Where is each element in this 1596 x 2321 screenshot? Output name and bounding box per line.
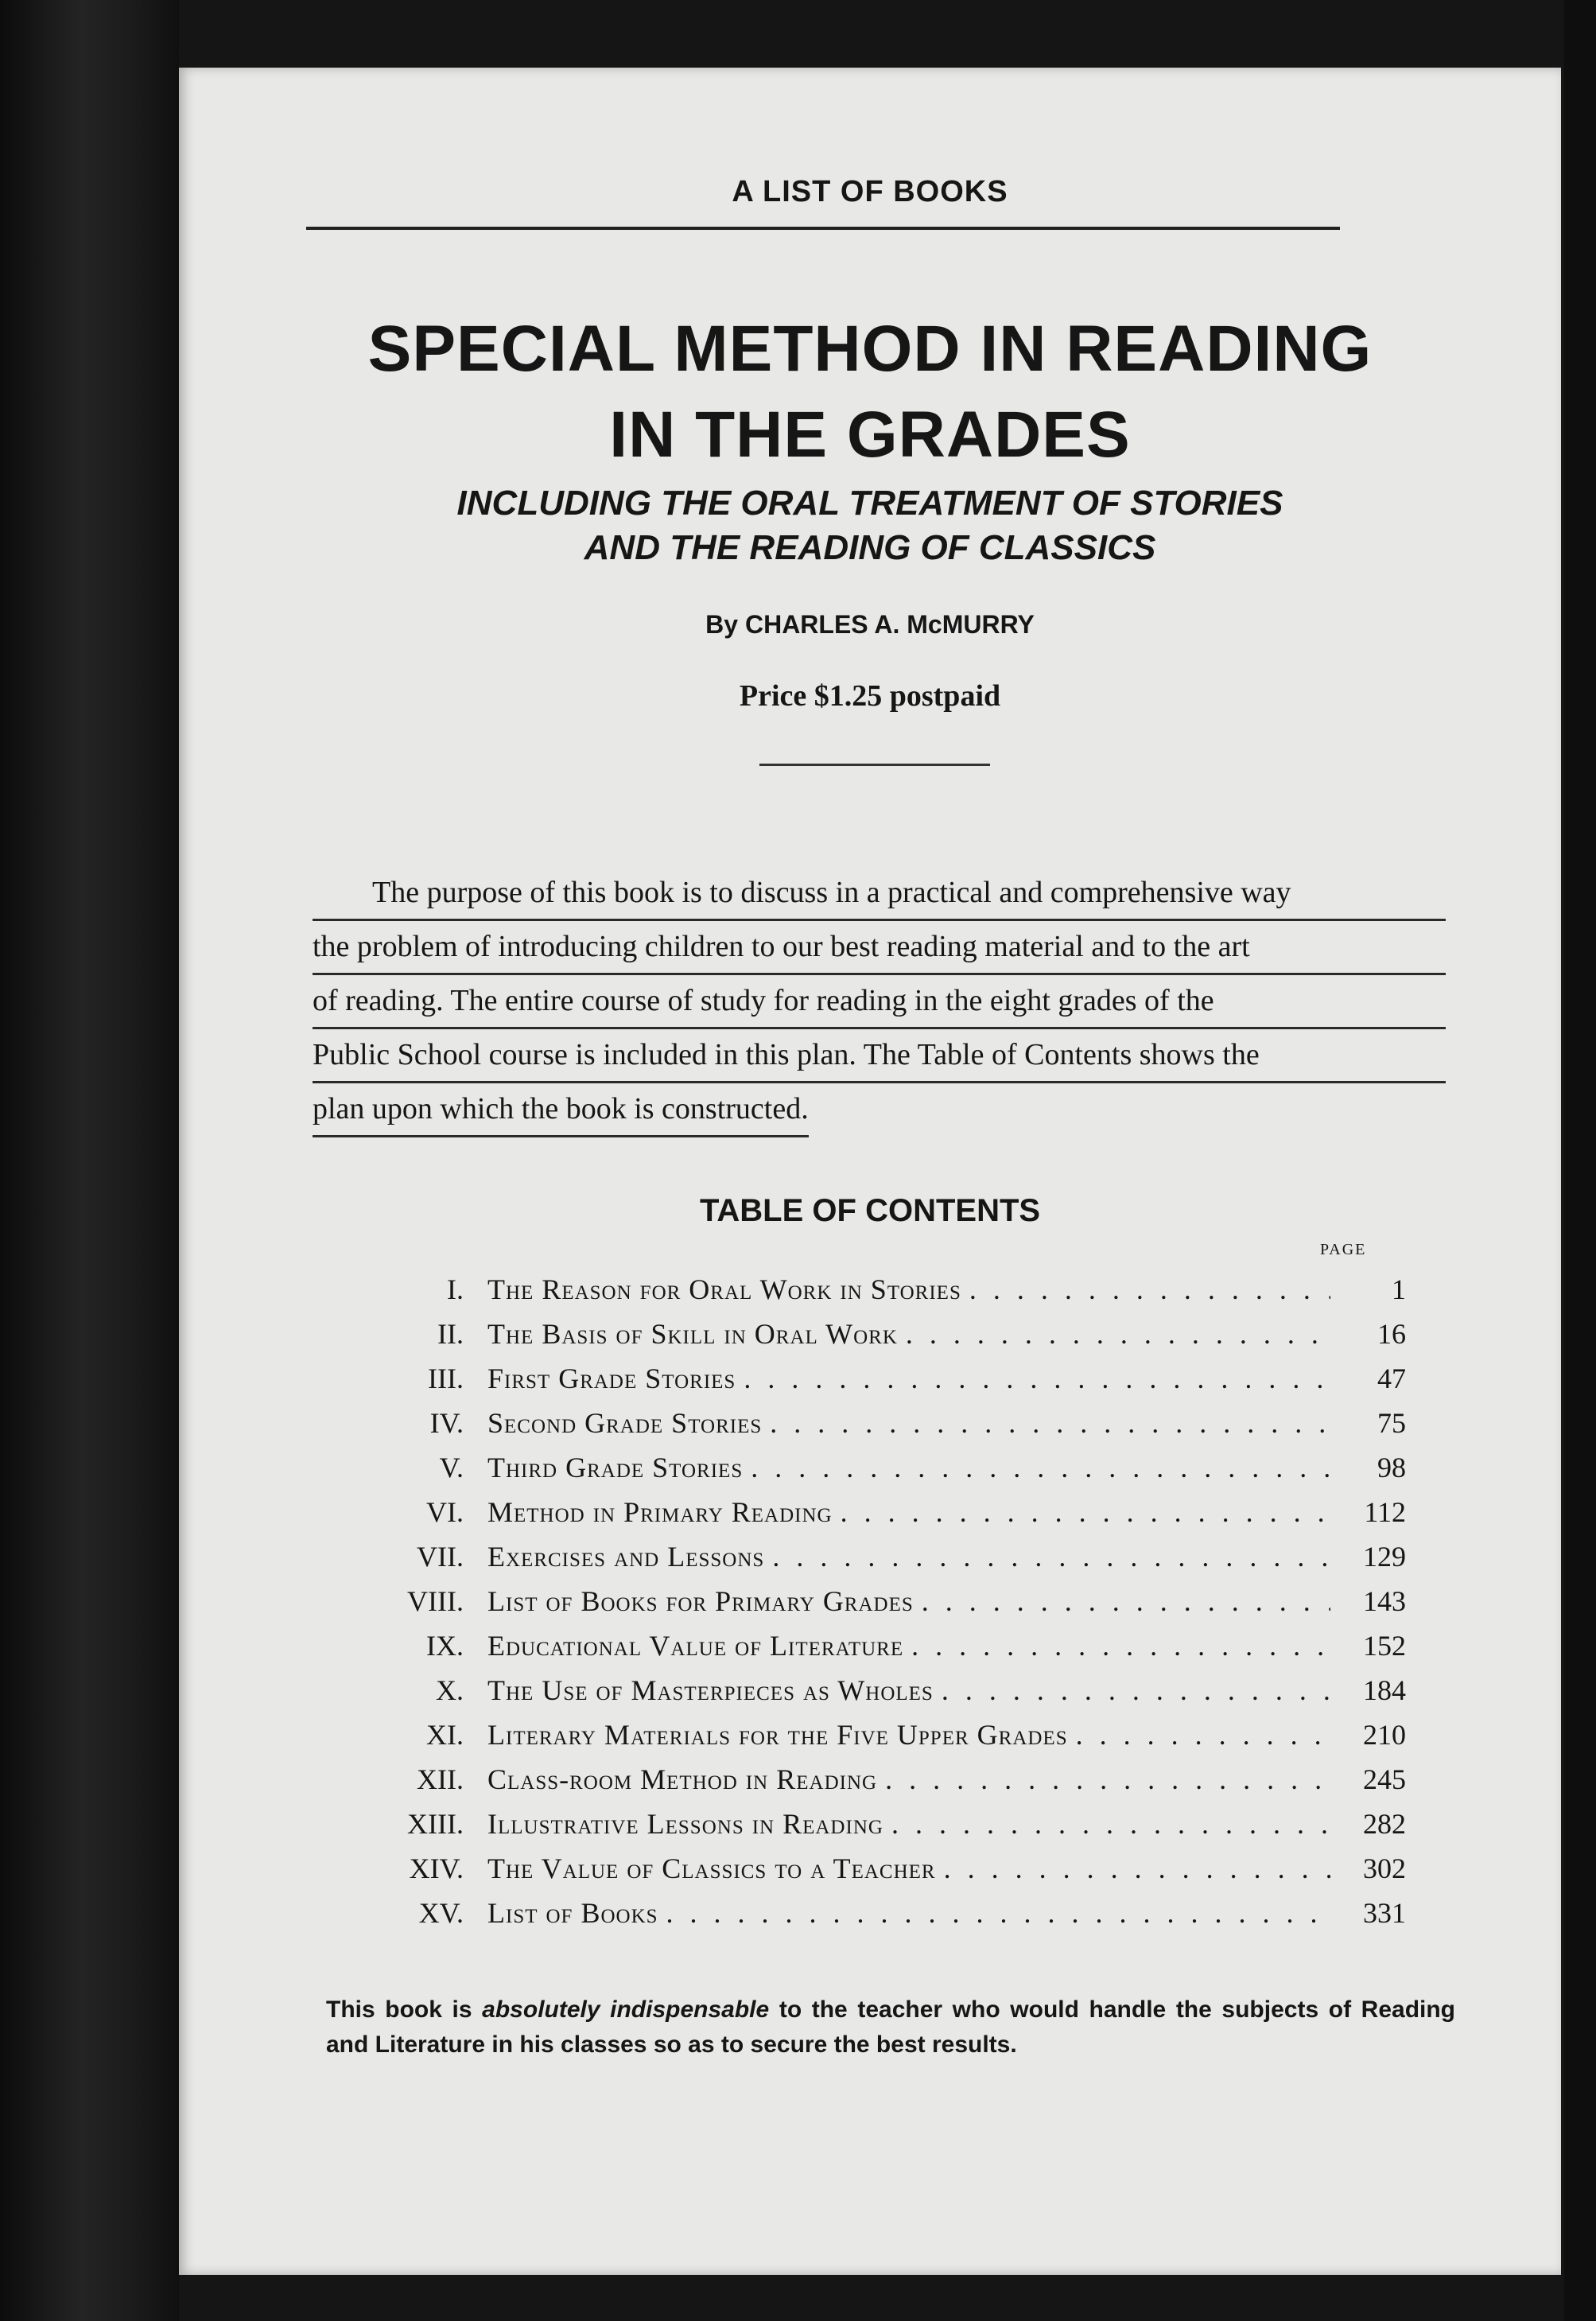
- toc-entry-page: 282: [1330, 1807, 1406, 1841]
- toc-entry-page: 152: [1330, 1629, 1406, 1662]
- toc-entry-title: Illustrative Lessons in Reading . .: [487, 1807, 1330, 1841]
- book-spine-edge: [0, 0, 179, 2321]
- toc-entry-page: 331: [1330, 1896, 1406, 1930]
- description-line: Public School course is included in this plan. The Table of Contents shows the: [313, 1029, 1446, 1083]
- toc-entry-page: 143: [1330, 1584, 1406, 1618]
- book-subtitle-line-2: AND THE READING OF CLASSICS: [584, 528, 1156, 567]
- scan-border-right: [1564, 0, 1596, 2321]
- toc-entry: [179, 1540, 1561, 1584]
- closing-note: [326, 1992, 1455, 2062]
- toc-entry-page: 47: [1330, 1362, 1406, 1395]
- toc-entry-number: III.: [428, 1363, 464, 1394]
- description-line: plan upon which the book is constructed.: [313, 1083, 809, 1137]
- toc-entry: [179, 1495, 1561, 1540]
- toc-entry-title: Second Grade Stories . .: [487, 1406, 1330, 1440]
- toc-entry-number: II.: [437, 1318, 464, 1350]
- toc-entry: [179, 1273, 1561, 1317]
- toc-entry: [179, 1807, 1561, 1852]
- toc-entry: [179, 1362, 1561, 1406]
- toc-page-column-label: PAGE: [1320, 1241, 1367, 1258]
- toc-entry-number: XII.: [417, 1763, 464, 1795]
- book-author: By CHARLES A. McMURRY: [705, 610, 1035, 639]
- toc-entry-title: Method in Primary Reading . .: [487, 1495, 1330, 1529]
- toc-entry-number: VIII.: [407, 1585, 464, 1617]
- toc-entry: [179, 1629, 1561, 1674]
- book-subtitle-line-1: INCLUDING THE ORAL TREATMENT OF STORIES: [456, 484, 1283, 523]
- toc-entry-number: IV.: [429, 1407, 464, 1439]
- toc-entry-page: 245: [1330, 1763, 1406, 1796]
- description-line: of reading. The entire course of study for reading in the eight grades of the: [313, 975, 1446, 1029]
- toc-entry-number: XIV.: [409, 1853, 464, 1884]
- toc-entry-title: Exercises and Lessons . .: [487, 1540, 1330, 1573]
- toc-entry-title: Class-room Method in Reading . .: [487, 1763, 1330, 1796]
- toc-entry-page: 75: [1330, 1406, 1406, 1440]
- toc-entry-page: 210: [1330, 1718, 1406, 1751]
- running-header: A LIST OF BOOKS: [732, 175, 1008, 208]
- toc-entry-number: X.: [436, 1674, 464, 1706]
- toc-entry-title: The Basis of Skill in Oral Work . .: [487, 1317, 1330, 1351]
- toc-entry-number: VI.: [426, 1496, 464, 1528]
- toc-entry-number: VII.: [417, 1541, 464, 1573]
- closing-note-emphasis: absolutely indispensable: [482, 1996, 770, 2023]
- toc-entry: [179, 1584, 1561, 1629]
- toc-entry-page: 302: [1330, 1852, 1406, 1885]
- closing-note-text: to the teacher who would handle the subjects of Reading and Literature in his classes so as to secure the best results.: [326, 1996, 1456, 2058]
- toc-entry-title: First Grade Stories . .: [487, 1362, 1330, 1395]
- toc-entry-number: XIII.: [407, 1808, 464, 1840]
- toc-entry: [179, 1763, 1561, 1807]
- toc-entry-number: XI.: [426, 1719, 464, 1751]
- toc-entry: [179, 1317, 1561, 1362]
- toc-entry-title: The Reason for Oral Work in Stories . .: [487, 1273, 1330, 1306]
- toc-heading: TABLE OF CONTENTS: [699, 1193, 1041, 1228]
- toc-entry: [179, 1451, 1561, 1495]
- toc-entry-title: List of Books . .: [487, 1896, 1330, 1930]
- book-description: [313, 867, 1446, 1137]
- toc-entry-page: 184: [1330, 1674, 1406, 1707]
- toc-entry-title: Third Grade Stories . .: [487, 1451, 1330, 1484]
- toc-entry-title: Literary Materials for the Five Upper Grades . .: [487, 1718, 1330, 1751]
- toc-entry: [179, 1406, 1561, 1451]
- toc-entry-number: I.: [447, 1273, 464, 1305]
- toc-entry-title: The Use of Masterpieces as Wholes . .: [487, 1674, 1330, 1707]
- toc-entry-page: 129: [1330, 1540, 1406, 1573]
- book-price: Price $1.25 postpaid: [739, 679, 1001, 713]
- book-subtitle: [179, 481, 1561, 570]
- toc-entry-number: V.: [439, 1452, 464, 1483]
- toc-entry: [179, 1718, 1561, 1763]
- toc-entry-page: 16: [1330, 1317, 1406, 1351]
- toc-entry-page: 98: [1330, 1451, 1406, 1484]
- description-line: the problem of introducing children to our best reading material and to the art: [313, 921, 1446, 975]
- toc-entry-page: 112: [1330, 1495, 1406, 1529]
- section-divider: [759, 764, 990, 766]
- toc-entry: [179, 1896, 1561, 1941]
- toc-entry: [179, 1852, 1561, 1896]
- description-line: The purpose of this book is to discuss in a practical and comprehensive way: [313, 867, 1446, 921]
- toc-entry: [179, 1674, 1561, 1718]
- book-title-line-1: SPECIAL METHOD IN READING: [367, 313, 1373, 385]
- toc-entry-page: 1: [1330, 1273, 1406, 1306]
- book-page: [179, 68, 1561, 2275]
- toc-entry-title: The Value of Classics to a Teacher . .: [487, 1852, 1330, 1885]
- toc-entry-title: Educational Value of Literature . .: [487, 1629, 1330, 1662]
- toc-entry-title: List of Books for Primary Grades . .: [487, 1584, 1330, 1618]
- toc-entry-number: IX.: [426, 1630, 464, 1662]
- toc-entry-number: XV.: [418, 1897, 464, 1929]
- closing-note-text: This book is: [326, 1996, 483, 2023]
- header-rule: [306, 227, 1340, 230]
- book-title-line-2: IN THE GRADES: [609, 398, 1131, 471]
- book-title: [179, 306, 1561, 478]
